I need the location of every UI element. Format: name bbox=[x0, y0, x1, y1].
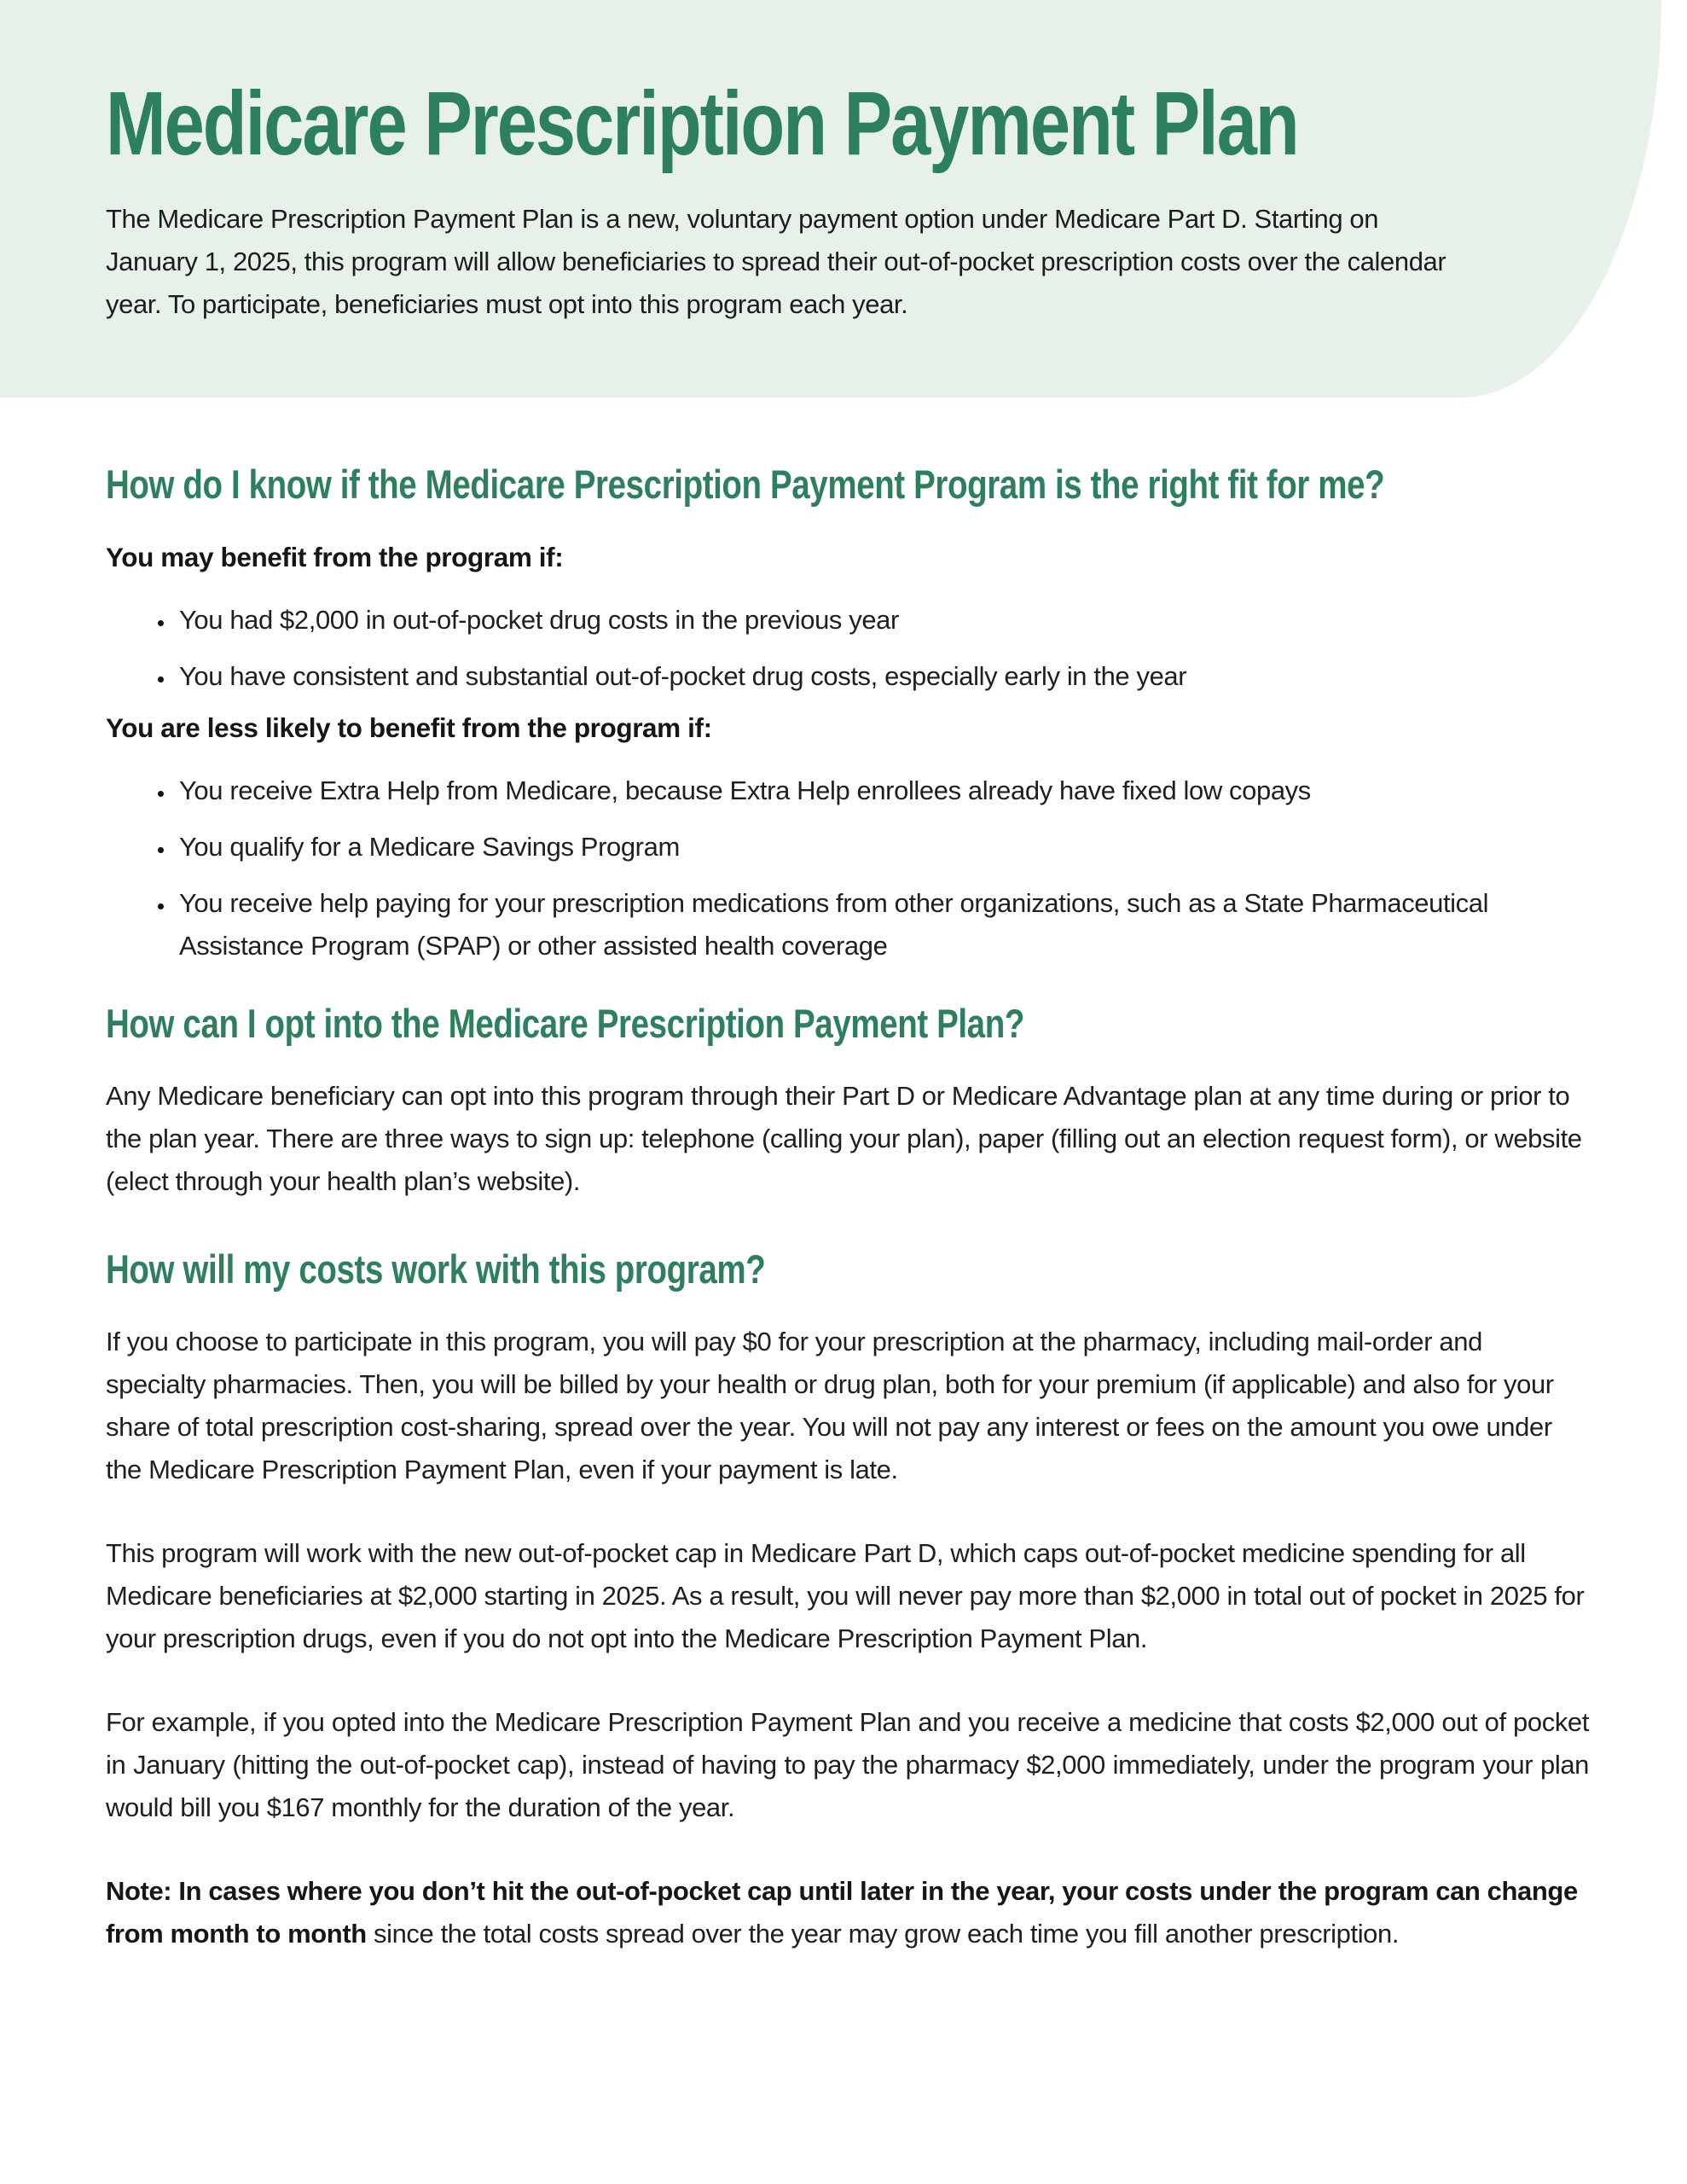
group-label-may-benefit: You may benefit from the program if: bbox=[106, 542, 564, 572]
document-body bbox=[0, 459, 1687, 1955]
paragraph-opt-in: Any Medicare beneficiary can opt into this program through their Part D or Medicare Advantage plan at any time during or prior to the plan year. There are three ways to sign up: telephone (calling your plan), paper (filling out an election request form), or website (elect through your health plan’s website). bbox=[106, 1081, 1582, 1196]
note-paragraph bbox=[106, 1870, 1589, 1955]
list-item: • You had $2,000 in out-of-pocket drug costs in the previous year bbox=[176, 599, 1556, 642]
note-bold-text: Note: In cases where you don’t hit the out-of-pocket cap until later in the year, your costs under the program can change from month to month bbox=[106, 1876, 1578, 1949]
header-banner bbox=[0, 0, 1661, 398]
page-title: Medicare Prescription Payment Plan bbox=[106, 73, 1298, 174]
section-heading-right-fit: How do I know if the Medicare Prescription Payment Program is the right fit for me? bbox=[106, 462, 1385, 507]
section-heading-opt-in: How can I opt into the Medicare Prescription Payment Plan? bbox=[106, 1001, 1024, 1046]
paragraph-costs-example: For example, if you opted into the Medicare Prescription Payment Plan and you receive a medicine that costs $2,000 out of pocket in January (hitting the out-of-pocket cap), instead of having to pay the pharmacy $2,000 immediately, under the program your plan would bill you $167 monthly for the duration of the year. bbox=[106, 1707, 1589, 1822]
paragraph-costs-1: If you choose to participate in this program, you will pay $0 for your prescription at the pharmacy, including mail-order and specialty pharmacies. Then, you will be billed by your health or drug plan, both for your premium (if applicable) and also for your share of total prescription cost-sharing, spread over the year. You will not pay any interest or fees on the amount you owe under the Medicare Prescription Payment Plan, even if your payment is late. bbox=[106, 1327, 1554, 1484]
group-label-less-likely: You are less likely to benefit from the program if: bbox=[106, 712, 712, 743]
list-item: • You qualify for a Medicare Savings Program bbox=[176, 826, 1556, 868]
list-item: • You have consistent and substantial out-of-pocket drug costs, especially early in the year bbox=[176, 655, 1556, 698]
list-item: • You receive Extra Help from Medicare, because Extra Help enrollees already have fixed low copays bbox=[176, 770, 1556, 812]
paragraph-costs-2: This program will work with the new out-of-pocket cap in Medicare Part D, which caps out-of-pocket medicine spending for all Medicare beneficiaries at $2,000 starting in 2025. As a result, you will never pay more than $2,000 in total out of pocket in 2025 for your prescription drugs, even if you do not opt into the Medicare Prescription Payment Plan. bbox=[106, 1538, 1585, 1653]
list-item: • You receive help paying for your prescription medications from other organizations, such as a State Pharmaceutical Assistance Program (SPAP) or other assisted health coverage bbox=[176, 882, 1556, 967]
bullet-list-less-likely bbox=[106, 770, 1556, 967]
bullet-list-may-benefit bbox=[106, 599, 1556, 698]
intro-paragraph: The Medicare Prescription Payment Plan is a new, voluntary payment option under Medicare Part D. Starting on January 1, 2025, this program will allow beneficiaries to spread their out-of-pocket prescription costs over the calendar year. To participate, beneficiaries must opt into this program each year. bbox=[106, 204, 1446, 319]
note-regular-text: since the total costs spread over the year may grow each time you fill another prescription. bbox=[366, 1919, 1400, 1949]
section-heading-costs: How will my costs work with this program? bbox=[106, 1246, 766, 1292]
